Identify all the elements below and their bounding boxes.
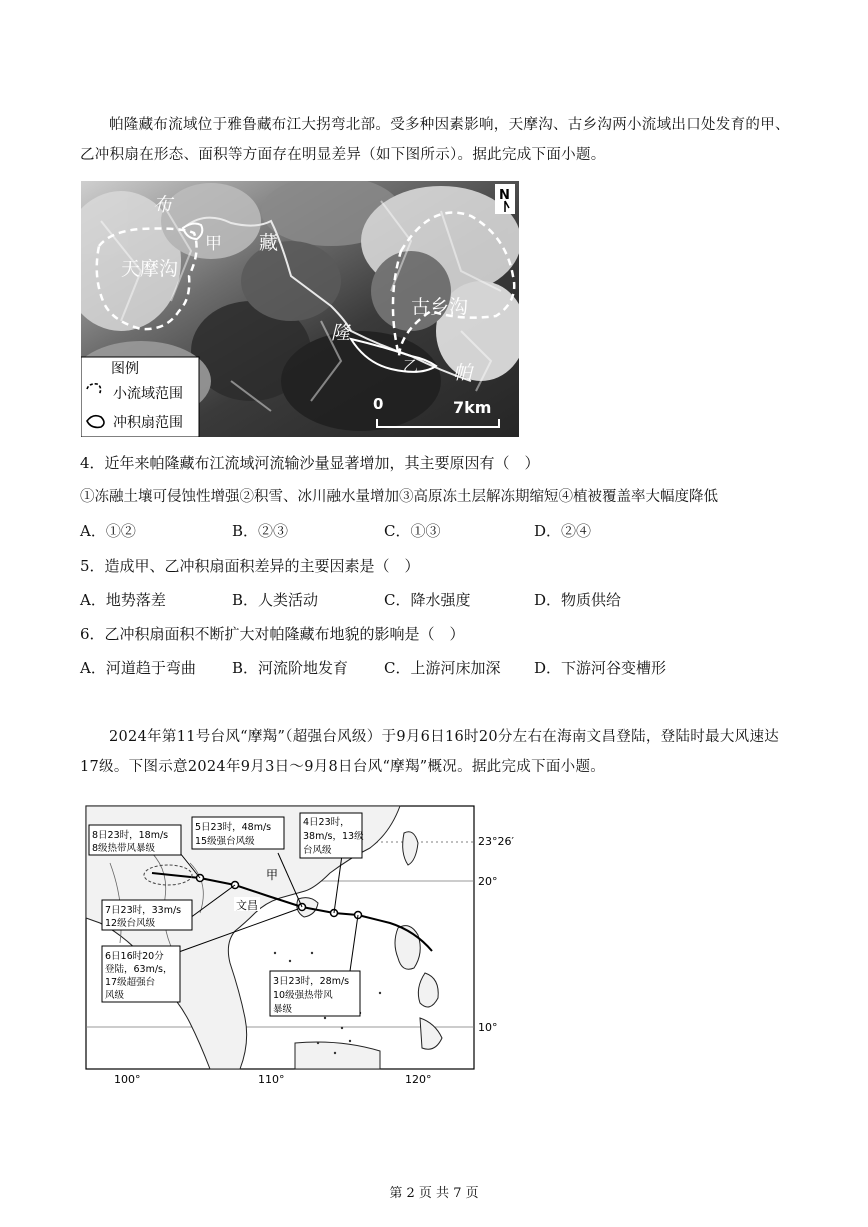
legend-item-basin: 小流域范围 bbox=[113, 386, 183, 402]
q6-option-b[interactable]: B．河流阶地发育 bbox=[232, 659, 349, 677]
scale-end: 7km bbox=[453, 398, 492, 417]
label-long: 隆 bbox=[331, 322, 351, 344]
callout-d8-line2: 8级热带风暴级 bbox=[92, 843, 156, 854]
q4-option-d[interactable]: D．②④ bbox=[534, 522, 592, 540]
scale-start: 0 bbox=[373, 395, 384, 413]
label-pa: 帕 bbox=[453, 362, 473, 384]
lon-label-100: 100° bbox=[114, 1073, 141, 1085]
lon-label-120: 120° bbox=[405, 1073, 432, 1085]
north-arrow-icon bbox=[495, 184, 515, 214]
lat-label-20: 20° bbox=[478, 875, 498, 888]
legend-item-fan: 冲积扇范围 bbox=[113, 415, 183, 431]
legend-title: 图例 bbox=[111, 361, 139, 377]
lat-label-10: 10° bbox=[478, 1021, 498, 1034]
svg-text:N: N bbox=[499, 188, 510, 203]
place-wenchang: 文昌 bbox=[236, 899, 258, 912]
callout-d5-line1: 5日23时，48m/s bbox=[195, 822, 272, 833]
palong-zangbo-map bbox=[81, 181, 519, 441]
passage-1: 帕隆藏布流域位于雅鲁藏布江大拐弯北部。受多种因素影响，天摩沟、古乡沟两小流域出口处发育的甲、乙冲积扇在形态、面积等方面存在明显差异（如下图所示）。据此完成下面小题。 bbox=[80, 117, 790, 163]
page-footer: 第 2 页 共 7 页 bbox=[389, 1186, 479, 1201]
q5-option-b[interactable]: B．人类活动 bbox=[232, 591, 319, 609]
callout-d6-line4: 风级 bbox=[105, 990, 125, 1001]
callout-d3-line3: 暴级 bbox=[273, 1004, 293, 1015]
q4-option-a[interactable]: A．①② bbox=[80, 522, 136, 540]
callout-d8-line1: 8日23时，18m/s bbox=[92, 830, 169, 841]
callout-d6-line1: 6日16时20分 bbox=[105, 951, 164, 962]
question-4-stem: 4．近年来帕隆藏布江流域河流输沙量显著增加，其主要原因有（ ） bbox=[80, 454, 540, 472]
callout-d6-line2: 登陆，63m/s， bbox=[105, 964, 173, 975]
callout-d7-line2: 12级台风级 bbox=[105, 918, 156, 929]
q6-option-a[interactable]: A．河道趋于弯曲 bbox=[80, 659, 196, 677]
callout-d4-line1: 4日23时， bbox=[303, 817, 350, 828]
q5-option-a[interactable]: A．地势落差 bbox=[80, 591, 166, 609]
q6-option-c[interactable]: C．上游河床加深 bbox=[384, 659, 501, 677]
q4-option-c[interactable]: C．①③ bbox=[384, 522, 441, 540]
q6-option-d[interactable]: D．下游河谷变槽形 bbox=[534, 659, 667, 677]
label-tianmogou: 天摩沟 bbox=[121, 258, 179, 280]
callout-d6-line3: 17级超强台 bbox=[105, 977, 156, 988]
place-jia: 甲 bbox=[266, 868, 279, 882]
callout-d4-line2: 38m/s，13级 bbox=[303, 831, 364, 842]
question-5-stem: 5．造成甲、乙冲积扇面积差异的主要因素是（ ） bbox=[80, 557, 420, 575]
callout-d3-line1: 3日23时，28m/s bbox=[273, 976, 350, 987]
question-4-statements: ①冻融土壤可侵蚀性增强②积雪、冰川融水量增加③高原冻土层解冻期缩短④植被覆盖率大幅度降低 bbox=[80, 489, 718, 505]
passage-2: 2024年第11号台风“摩羯”（超强台风级）于9月6日16时20分左右在海南文昌登陆，登陆时最大风速达17级。下图示意2024年9月3日～9月8日台风“摩羯”概况。据此完成下面小题。 bbox=[80, 729, 780, 775]
q5-option-c[interactable]: C．降水强度 bbox=[384, 591, 471, 609]
callout-d5-line2: 15级强台风级 bbox=[195, 836, 255, 847]
q5-option-d[interactable]: D．物质供给 bbox=[534, 591, 622, 609]
lat-label-23-26: 23°26′ bbox=[478, 835, 514, 848]
question-6-stem: 6．乙冲积扇面积不断扩大对帕隆藏布地貌的影响是（ ） bbox=[80, 625, 465, 643]
lon-label-110: 110° bbox=[258, 1073, 285, 1085]
callout-d3-line2: 10级强热带风 bbox=[273, 990, 333, 1001]
q4-option-b[interactable]: B．②③ bbox=[232, 522, 289, 540]
label-zang: 藏 bbox=[259, 232, 279, 254]
label-jia: 甲 bbox=[205, 234, 222, 254]
callout-d4-line3: 台风级 bbox=[303, 845, 332, 856]
label-guxianggou: 古乡沟 bbox=[411, 296, 469, 318]
map1-legend bbox=[81, 357, 199, 437]
label-bu: 布 bbox=[153, 194, 173, 216]
label-yi: 乙 bbox=[403, 357, 419, 375]
typhoon-track-map bbox=[80, 803, 520, 1089]
callout-d7-line1: 7日23时，33m/s bbox=[105, 905, 182, 916]
